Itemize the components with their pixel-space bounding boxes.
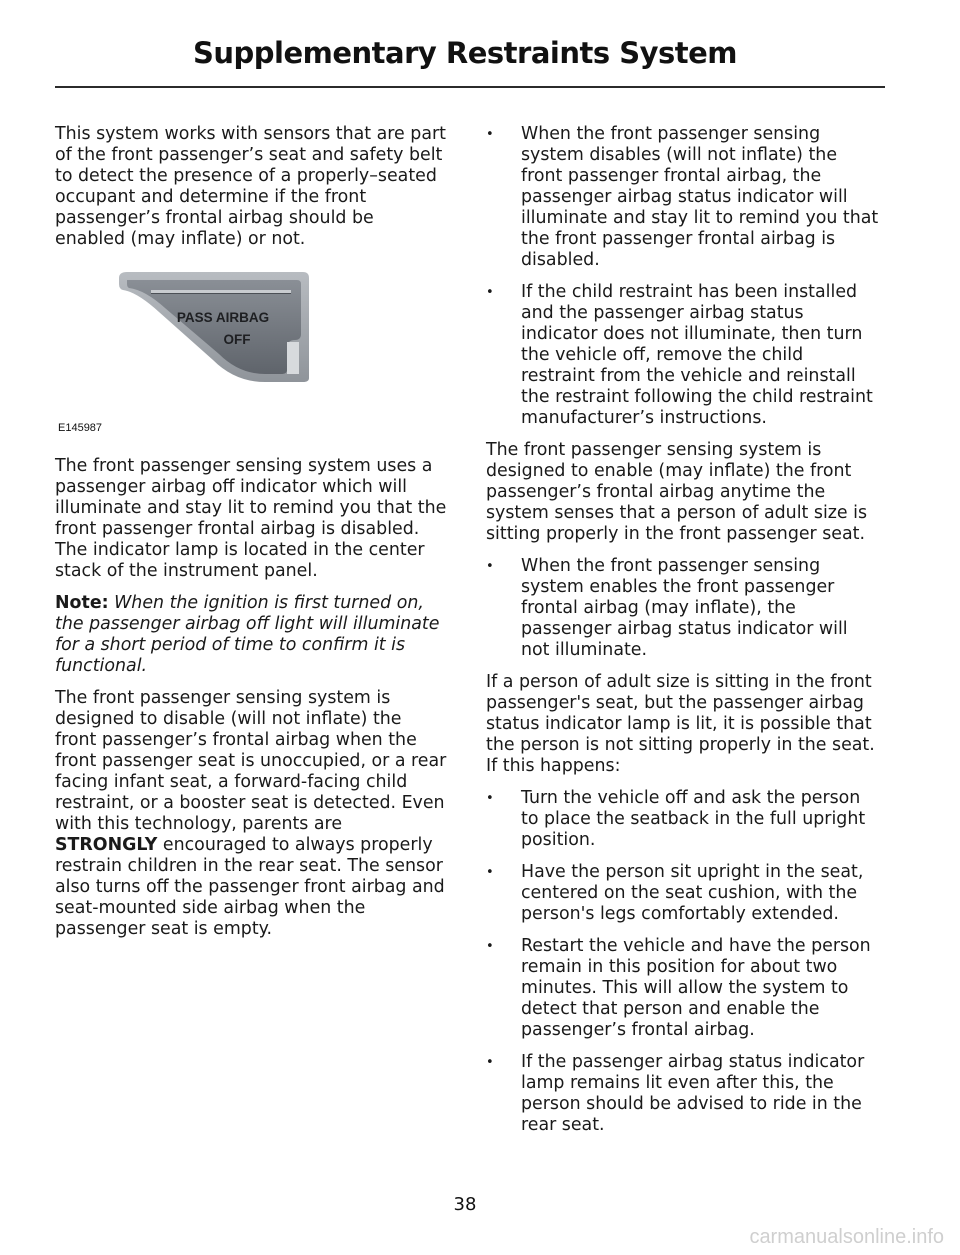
- figure-id: E145987: [58, 422, 103, 434]
- airbag-indicator-figure: [55, 270, 447, 440]
- list-item: • If the passenger airbag status indicator lamp remains lit even after this, the person should be advised to ride in the rear seat.: [486, 1052, 880, 1136]
- enable-paragraph: The front passenger sensing system is designed to enable (may inflate) the front passenger’s frontal airbag anytime the system senses that a person of adult size is sitting properly in the front passenger seat.: [486, 440, 868, 544]
- note-text: When the ignition is first turned on, the passenger airbag off light will illuminate for a short period of time to confirm it is functional.: [55, 593, 440, 676]
- adult-paragraph: If a person of adult size is sitting in the front passenger's seat, but the passenger airbag status indicator lamp is lit, it is possible that the person is not sitting properly in the seat. If this happens:: [486, 672, 875, 776]
- list-item: • Restart the vehicle and have the person remain in this position for about two minutes. This will allow the system to detect that person and enable the passenger’s frontal airbag.: [486, 936, 880, 1041]
- indicator-line-2: OFF: [223, 332, 251, 347]
- bullet-list-1: [486, 124, 880, 429]
- bullet-list-3: [486, 788, 880, 1136]
- watermark: carmanualsonline.info: [749, 1226, 944, 1248]
- strongly-emphasis: STRONGLY: [55, 835, 158, 855]
- intro-paragraph: This system works with sensors that are part of the front passenger’s seat and safety belt to detect the presence of a properly–seated occupant and determine if the front passenger’s frontal airbag should be enabled (may inflate) or not.: [55, 124, 446, 249]
- page-number: 38: [453, 1194, 477, 1215]
- right-column: [486, 124, 880, 1147]
- indicator-line-1: PASS AIRBAG: [176, 310, 270, 325]
- list-item: • Have the person sit upright in the seat, centered on the seat cushion, with the person's legs comfortably extended.: [486, 862, 880, 925]
- list-item: • When the front passenger sensing system disables (will not inflate) the front passenger frontal airbag, the passenger airbag status indicator will illuminate and stay lit to remind you that the front passenger frontal airbag is disabled.: [486, 124, 880, 271]
- note-paragraph: [55, 593, 447, 677]
- page-title: Supplementary Restraints System: [192, 36, 738, 70]
- list-item: • When the front passenger sensing system enables the front passenger frontal airbag (may inflate), the passenger airbag status indicator will not illuminate.: [486, 556, 880, 661]
- list-item: • If the child restraint has been installed and the passenger airbag status indicator does not illuminate, then turn the vehicle off, remove the child restraint from the vehicle and reinstall the restraint following the child restraint manufacturer’s instructions.: [486, 282, 880, 429]
- list-item: • Turn the vehicle off and ask the person to place the seatback in the full upright position.: [486, 788, 880, 851]
- title-divider: [55, 86, 885, 88]
- left-column: [55, 124, 447, 951]
- indicator-paragraph: The front passenger sensing system uses a passenger airbag off indicator which will illuminate and stay lit to remind you that the front passenger frontal airbag is disabled. The indicator lamp is located in the center stack of the instrument panel.: [55, 456, 447, 581]
- bullet-list-2: [486, 556, 880, 661]
- note-label: Note:: [55, 593, 109, 613]
- disable-paragraph: [55, 688, 447, 940]
- airbag-off-indicator-image: [115, 270, 315, 382]
- disable-text-2: encouraged to always properly restrain children in the rear seat. The sensor also turns off the passenger front airbag and seat-mounted side airbag when the passenger seat is empty.: [55, 835, 445, 939]
- disable-text-1: The front passenger sensing system is designed to disable (will not inflate) the front passenger’s frontal airbag when the front passenger seat is unoccupied, or a rear facing infant seat, a forward-facing child restraint, or a booster seat is detected. Even with this technology, parents are: [55, 688, 447, 834]
